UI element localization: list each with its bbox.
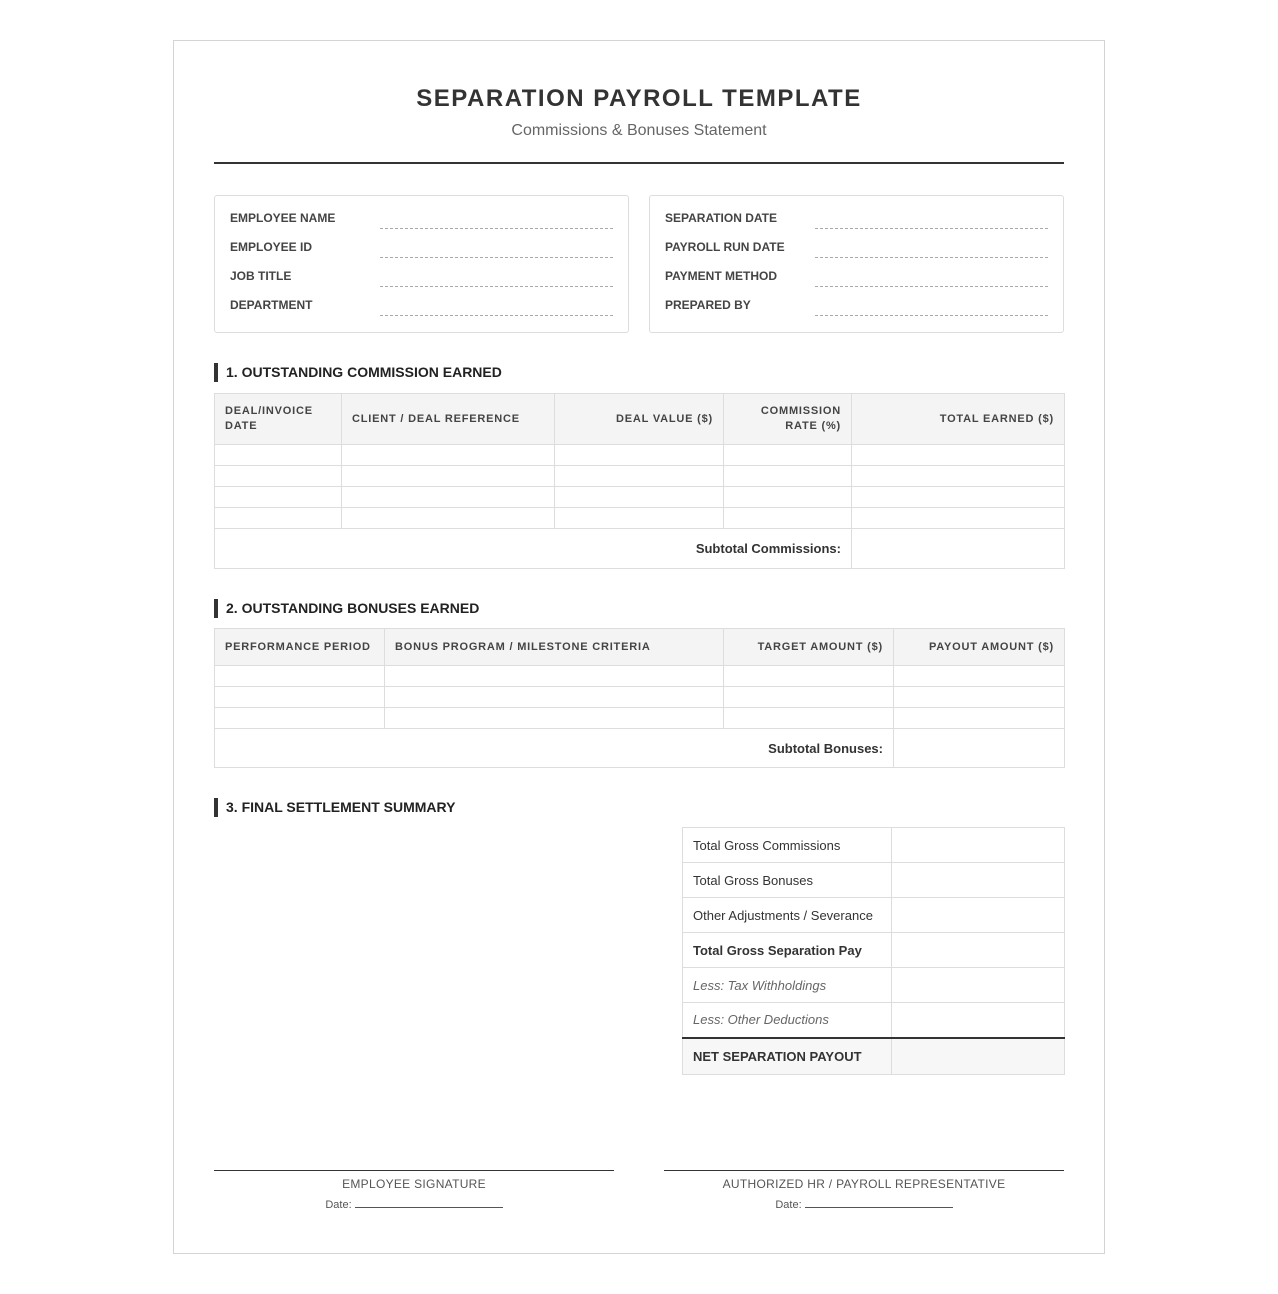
table-cell[interactable] (385, 687, 724, 708)
table-row (215, 708, 1065, 729)
payment-method-row (665, 264, 1048, 293)
table-cell[interactable] (215, 508, 342, 529)
employee-name-label: EMPLOYEE NAME (230, 211, 336, 225)
employee-info-box (214, 195, 629, 333)
table-cell[interactable] (555, 487, 724, 508)
col-deal-invoice-date: DEAL/INVOICE DATE (215, 394, 342, 445)
table-cell[interactable] (215, 687, 385, 708)
subtotal-bonuses-value[interactable] (894, 729, 1065, 768)
table-cell[interactable] (852, 508, 1065, 529)
employee-id-row (230, 235, 613, 264)
hr-signature-line[interactable] (664, 1170, 1064, 1171)
table-cell[interactable] (342, 508, 555, 529)
separation-date-field[interactable] (815, 228, 1048, 229)
total-gross-separation-pay-value[interactable] (892, 933, 1065, 968)
other-adjustments-label: Other Adjustments / Severance (683, 898, 892, 933)
payroll-run-date-label: PAYROLL RUN DATE (665, 240, 785, 254)
subtotal-bonuses-label: Subtotal Bonuses: (215, 729, 894, 768)
table-cell[interactable] (555, 466, 724, 487)
col-performance-period: PERFORMANCE PERIOD (215, 629, 385, 666)
job-title-label: JOB TITLE (230, 269, 292, 283)
table-cell[interactable] (385, 666, 724, 687)
commissions-section-title: 1. OUTSTANDING COMMISSION EARNED (214, 363, 502, 382)
table-row (215, 666, 1065, 687)
table-cell[interactable] (215, 487, 342, 508)
separation-date-label: SEPARATION DATE (665, 211, 778, 225)
hr-signature-block (664, 1170, 1064, 1211)
col-deal-value: DEAL VALUE ($) (555, 394, 724, 445)
col-target-amount: TARGET AMOUNT ($) (724, 629, 894, 666)
document-sheet (173, 40, 1105, 1254)
summary-row (683, 933, 1065, 968)
employee-signature-block (214, 1170, 614, 1211)
commissions-table (214, 393, 1065, 569)
other-deductions-label: Less: Other Deductions (683, 1003, 892, 1038)
table-cell[interactable] (852, 466, 1065, 487)
table-row (215, 466, 1065, 487)
tax-withholdings-label: Less: Tax Withholdings (683, 968, 892, 1003)
table-cell[interactable] (852, 487, 1065, 508)
table-cell[interactable] (724, 666, 894, 687)
summary-section-title: 3. FINAL SETTLEMENT SUMMARY (214, 798, 455, 817)
col-payout-amount: PAYOUT AMOUNT ($) (894, 629, 1065, 666)
hr-signature-label: AUTHORIZED HR / PAYROLL REPRESENTATIVE (722, 1177, 1006, 1191)
document-subtitle: Commissions & Bonuses Statement (511, 122, 767, 139)
table-cell[interactable] (724, 466, 852, 487)
col-client-deal-reference: CLIENT / DEAL REFERENCE (342, 394, 555, 445)
table-cell[interactable] (215, 708, 385, 729)
employee-date-label: Date: (325, 1199, 352, 1211)
total-gross-bonuses-label: Total Gross Bonuses (683, 863, 892, 898)
summary-row (683, 828, 1065, 863)
employee-signature-label: EMPLOYEE SIGNATURE (342, 1177, 486, 1191)
separation-info-box (649, 195, 1064, 333)
table-cell[interactable] (555, 445, 724, 466)
job-title-field[interactable] (380, 286, 613, 287)
table-cell[interactable] (342, 445, 555, 466)
department-label: DEPARTMENT (230, 298, 313, 312)
table-row (215, 508, 1065, 529)
department-field[interactable] (380, 315, 613, 316)
table-cell[interactable] (724, 508, 852, 529)
table-row (215, 487, 1065, 508)
commissions-subtotal-row (215, 529, 1065, 569)
separation-date-row (665, 206, 1048, 235)
payment-method-field[interactable] (815, 286, 1048, 287)
table-row (215, 445, 1065, 466)
summary-row (683, 1003, 1065, 1038)
payment-method-label: PAYMENT METHOD (665, 269, 778, 283)
subtotal-commissions-label: Subtotal Commissions: (215, 529, 852, 569)
net-separation-payout-label: NET SEPARATION PAYOUT (683, 1038, 892, 1075)
total-gross-commissions-value[interactable] (892, 828, 1065, 863)
subtotal-commissions-value[interactable] (852, 529, 1065, 569)
total-gross-bonuses-value[interactable] (892, 863, 1065, 898)
employee-id-label: EMPLOYEE ID (230, 240, 313, 254)
col-total-earned: TOTAL EARNED ($) (852, 394, 1065, 445)
table-cell[interactable] (342, 487, 555, 508)
table-cell[interactable] (555, 508, 724, 529)
hr-date-row (664, 1198, 1064, 1211)
table-cell[interactable] (342, 466, 555, 487)
bonuses-header-row (215, 629, 1065, 666)
prepared-by-label: PREPARED BY (665, 298, 751, 312)
table-cell[interactable] (852, 445, 1065, 466)
bonuses-section-title: 2. OUTSTANDING BONUSES EARNED (214, 599, 479, 618)
table-cell[interactable] (385, 708, 724, 729)
title-divider (214, 162, 1064, 164)
table-cell[interactable] (215, 466, 342, 487)
commissions-header-row (215, 394, 1065, 445)
other-deductions-value[interactable] (892, 1003, 1065, 1038)
hr-date-field[interactable] (805, 1198, 953, 1208)
table-cell[interactable] (724, 708, 894, 729)
bonuses-table (214, 628, 1065, 768)
other-adjustments-value[interactable] (892, 898, 1065, 933)
prepared-by-row (665, 293, 1048, 322)
table-cell[interactable] (724, 445, 852, 466)
employee-date-row (214, 1198, 614, 1211)
total-gross-commissions-label: Total Gross Commissions (683, 828, 892, 863)
employee-name-row (230, 206, 613, 235)
hr-date-label: Date: (775, 1199, 802, 1211)
settlement-summary-table (682, 827, 1065, 1075)
summary-row (683, 898, 1065, 933)
net-payout-row (683, 1038, 1065, 1075)
table-cell[interactable] (894, 708, 1065, 729)
summary-row (683, 968, 1065, 1003)
job-title-row (230, 264, 613, 293)
col-commission-rate: COMMISSION RATE (%) (724, 394, 852, 445)
employee-signature-line[interactable] (214, 1170, 614, 1171)
bonuses-subtotal-row (215, 729, 1065, 768)
prepared-by-field[interactable] (815, 315, 1048, 316)
employee-id-field[interactable] (380, 257, 613, 258)
table-cell[interactable] (894, 666, 1065, 687)
table-cell[interactable] (724, 687, 894, 708)
table-cell[interactable] (215, 445, 342, 466)
net-separation-payout-value[interactable] (892, 1038, 1065, 1075)
summary-row (683, 863, 1065, 898)
col-bonus-program: BONUS PROGRAM / MILESTONE CRITERIA (385, 629, 724, 666)
payroll-run-date-field[interactable] (815, 257, 1048, 258)
employee-date-field[interactable] (355, 1198, 503, 1208)
document-title: SEPARATION PAYROLL TEMPLATE (416, 85, 862, 112)
table-cell[interactable] (724, 487, 852, 508)
table-cell[interactable] (215, 666, 385, 687)
employee-name-field[interactable] (380, 228, 613, 229)
payroll-run-date-row (665, 235, 1048, 264)
table-row (215, 687, 1065, 708)
total-gross-separation-pay-label: Total Gross Separation Pay (683, 933, 892, 968)
table-cell[interactable] (894, 687, 1065, 708)
tax-withholdings-value[interactable] (892, 968, 1065, 1003)
department-row (230, 293, 613, 322)
